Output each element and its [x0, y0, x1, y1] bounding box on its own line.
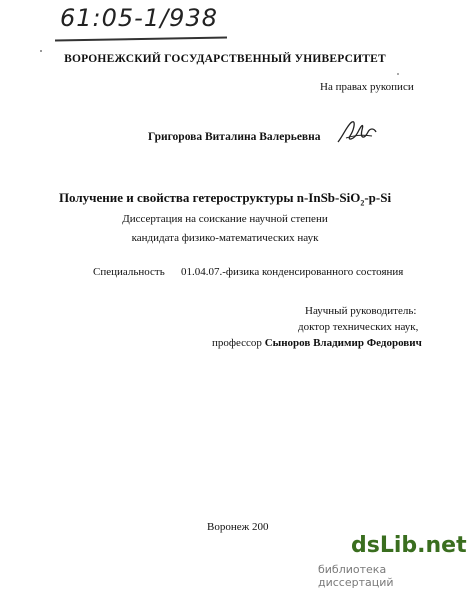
city-year: Воронеж 200	[207, 521, 269, 533]
advisor-heading: Научный руководитель:	[305, 305, 417, 317]
inventory-underline	[55, 36, 227, 41]
advisor-name: Сыноров Владимир Федорович	[264, 337, 422, 349]
inventory-number: 61:05-1/938	[60, 4, 218, 32]
specialty-label: Специальность	[93, 266, 165, 278]
specialty-value: 01.04.07.-физика конденсированного состояния	[181, 266, 404, 278]
degree-line-1: Диссертация на соискание научной степени	[122, 213, 328, 225]
dissertation-title: Получение и свойства гетероструктуры n-InSb-SiO$_2$-p-Si	[58, 190, 392, 208]
signature-mark	[334, 116, 380, 148]
advisor-degree: доктор технических наук,	[298, 321, 419, 333]
university-name: ВОРОНЕЖСКИЙ ГОСУДАРСТВЕННЫЙ УНИВЕРСИТЕТ	[64, 53, 386, 65]
degree-line-2: кандидата физико-математических наук	[131, 232, 319, 244]
rights-note: На правах рукописи	[320, 81, 414, 93]
watermark-logo: dsLib.net	[351, 533, 467, 558]
scan-speck	[397, 73, 399, 75]
advisor-name-line: профессор Сыноров Владимир Федорович	[212, 337, 422, 349]
title-subscript: 2	[360, 198, 365, 208]
author-name: Григорова Виталина Валерьевна	[148, 131, 321, 143]
watermark-caption: библиотека диссертаций	[318, 563, 394, 589]
scan-speck	[40, 50, 42, 52]
